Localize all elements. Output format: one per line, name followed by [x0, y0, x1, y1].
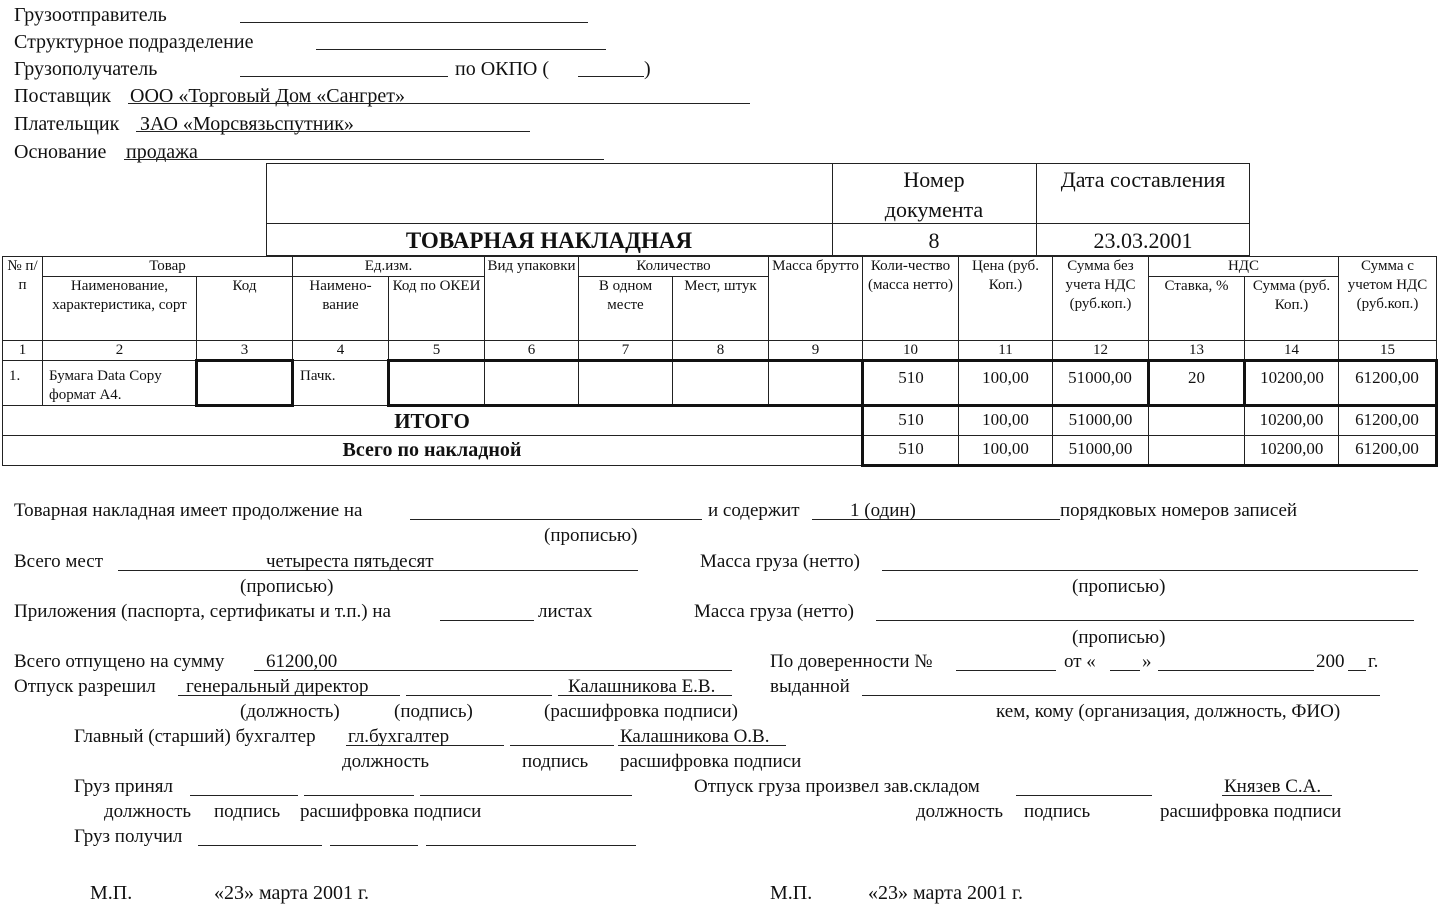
- col-number: 6: [485, 341, 579, 361]
- total-vat-rate: [1149, 406, 1245, 436]
- release-allowed-position: генеральный директор: [186, 676, 369, 697]
- accepted-signature-field: [304, 795, 414, 796]
- col-number: 13: [1149, 341, 1245, 361]
- proxy-year-label: 200: [1316, 651, 1345, 672]
- grand-total-price: 100,00: [959, 436, 1053, 466]
- date-right: «23» марта 2001 г.: [868, 882, 1023, 904]
- basis-value: продажа: [126, 141, 198, 163]
- continuation-label: Товарная накладная имеет продолжение на: [14, 500, 363, 521]
- row-qty-per-place: [579, 361, 673, 406]
- cargo-released-name: Князев С.А.: [1224, 776, 1322, 797]
- cargo-accepted-label: Груз принял: [74, 776, 174, 797]
- header-price: Цена (руб. Коп.): [959, 257, 1053, 341]
- row-vat-rate: 20: [1149, 361, 1245, 406]
- header-package: Вид упаковки: [485, 257, 579, 341]
- proxy-month-field: [1158, 670, 1314, 671]
- payer-value: ЗАО «Морсвязьспутник»: [140, 113, 354, 135]
- total-net-qty: 510: [863, 406, 959, 436]
- proxy-year-suffix: г.: [1368, 651, 1379, 672]
- decoding-caption: (расшифровка подписи): [544, 701, 738, 722]
- total-vat-sum: 10200,00: [1245, 406, 1339, 436]
- grand-total-net-qty: 510: [863, 436, 959, 466]
- in-words-caption-1: (прописью): [544, 525, 638, 546]
- col-number: 9: [769, 341, 863, 361]
- doc-number: 8: [928, 228, 940, 253]
- accepted-position-field: [190, 795, 298, 796]
- header-goods-code: Код: [197, 277, 293, 341]
- grand-total-sum-with-vat: 61200,00: [1339, 436, 1437, 466]
- proxy-year-field: [1348, 670, 1366, 671]
- payer-line: [136, 131, 530, 132]
- header-goods-name: Наименование, характеристика, сорт: [43, 277, 197, 341]
- header-unit: Ед.изм.: [293, 257, 485, 277]
- position-caption-3: должность: [104, 801, 192, 822]
- date-left: «23» марта 2001 г.: [214, 882, 369, 904]
- contains-label: и содержит: [708, 500, 800, 521]
- col-number: 7: [579, 341, 673, 361]
- places-value: четыреста пятьдесят: [266, 551, 434, 572]
- header-no: № п/п: [3, 257, 43, 341]
- total-price: 100,00: [959, 406, 1053, 436]
- consignee-label: Грузополучатель: [14, 58, 158, 80]
- received-signature-field: [330, 845, 418, 846]
- table-row: [3, 361, 1437, 406]
- attachments-field: [440, 620, 534, 621]
- sheets-label: листах: [538, 601, 593, 622]
- grand-total-vat-sum: 10200,00: [1245, 436, 1339, 466]
- header-unit-okei: Код по ОКЕИ: [389, 277, 485, 341]
- signature-caption-4: подпись: [1024, 801, 1091, 822]
- row-okei: [389, 361, 485, 406]
- header-gross: Масса брутто: [769, 257, 863, 341]
- doc-date-label: Дата составления: [1060, 167, 1226, 192]
- supplier-value: ООО «Торговый Дом «Сангрет»: [130, 85, 405, 107]
- released-sum-label: Всего отпущено на сумму: [14, 651, 225, 672]
- row-net-qty: 510: [863, 361, 959, 406]
- row-gross: [769, 361, 863, 406]
- total-sum-no-vat: 51000,00: [1053, 406, 1149, 436]
- basis-line: [124, 159, 604, 160]
- signature-caption: (подпись): [394, 701, 473, 722]
- col-number: 11: [959, 341, 1053, 361]
- released-sum-value: 61200,00: [266, 651, 338, 672]
- signature-caption-3: подпись: [214, 801, 281, 822]
- proxy-day-field: [1110, 670, 1140, 671]
- cargo-released-label: Отпуск груза произвел зав.складом: [694, 776, 980, 797]
- chief-accountant-label: Главный (старший) бухгалтер: [74, 726, 316, 747]
- division-label: Структурное подразделение: [14, 31, 254, 53]
- attachments-label: Приложения (паспорта, сертификаты и т.п.) на: [14, 601, 391, 622]
- row-package: [485, 361, 579, 406]
- decoding-caption-3: расшифровка подписи: [300, 801, 482, 822]
- in-words-caption-2: (прописью): [240, 576, 334, 597]
- header-goods: Товар: [43, 257, 293, 277]
- division-field: [316, 49, 606, 50]
- supplier-line: [128, 103, 750, 104]
- issued-caption: кем, кому (организация, должность, ФИО): [996, 701, 1341, 722]
- records-label: порядковых номеров записей: [1060, 500, 1298, 521]
- chief-accountant-name: Калашникова О.В.: [620, 726, 770, 747]
- signature-caption-2: подпись: [522, 751, 589, 772]
- okpo-close: ): [644, 58, 651, 80]
- col-number: 1: [3, 341, 43, 361]
- title-divider: [266, 223, 1250, 224]
- row-sum-no-vat: 51000,00: [1053, 361, 1149, 406]
- col-number: 14: [1245, 341, 1339, 361]
- okpo-label: по ОКПО (: [455, 58, 550, 80]
- places-label: Всего мест: [14, 551, 104, 572]
- net-mass-field-1: [882, 570, 1418, 571]
- header-sum-with-vat: Сумма с учетом НДС (руб.коп.): [1339, 257, 1437, 341]
- doc-number-label-2: документа: [884, 197, 984, 222]
- doc-number-label-1: Номер: [903, 167, 965, 192]
- document-title: ТОВАРНАЯ НАКЛАДНАЯ: [405, 228, 693, 253]
- col-number: 8: [673, 341, 769, 361]
- consignee-field: [240, 76, 448, 77]
- header-net-qty: Коли-чество (масса нетто): [863, 257, 959, 341]
- position-caption: (должность): [240, 701, 340, 722]
- chief-signature-field: [510, 745, 614, 746]
- row-vat-sum: 10200,00: [1245, 361, 1339, 406]
- decoding-caption-2: расшифровка подписи: [620, 751, 802, 772]
- basis-label: Основание: [14, 141, 107, 163]
- header-quantity: Количество: [579, 257, 769, 277]
- col-number: 15: [1339, 341, 1437, 361]
- position-caption-4: должность: [916, 801, 1004, 822]
- proxy-from-label: от «: [1064, 651, 1096, 672]
- released-position-field: [1016, 795, 1152, 796]
- total-row: [3, 406, 1437, 436]
- issued-label: выданной: [770, 676, 850, 697]
- col-number: 4: [293, 341, 389, 361]
- net-mass-label-2: Масса груза (нетто): [694, 601, 854, 622]
- accepted-name-field: [420, 795, 632, 796]
- grand-total-row: [3, 436, 1437, 466]
- doc-date: 23.03.2001: [1093, 228, 1193, 253]
- received-name-field: [426, 845, 636, 846]
- header-unit-name: Наимено-вание: [293, 277, 389, 341]
- header-vat-rate: Ставка, %: [1149, 277, 1245, 341]
- proxy-number-field: [956, 670, 1056, 671]
- contains-value: 1 (один): [850, 500, 916, 521]
- issued-field: [862, 695, 1380, 696]
- total-sum-with-vat: 61200,00: [1339, 406, 1437, 436]
- col-number: 5: [389, 341, 485, 361]
- net-mass-label-1: Масса груза (нетто): [700, 551, 860, 572]
- stamp-left: М.П.: [90, 882, 133, 904]
- row-no: 1.: [3, 361, 43, 406]
- in-words-caption-3: (прописью): [1072, 576, 1166, 597]
- header-vat-sum: Сумма (руб. Коп.): [1245, 277, 1339, 341]
- stamp-right: М.П.: [770, 882, 813, 904]
- cargo-received-label: Груз получил: [74, 826, 183, 847]
- row-places: [673, 361, 769, 406]
- grand-total-sum-no-vat: 51000,00: [1053, 436, 1149, 466]
- grand-total-label: Всего по накладной: [3, 436, 863, 466]
- continuation-field: [410, 519, 702, 520]
- goods-table: [2, 256, 1438, 467]
- col-number: 12: [1053, 341, 1149, 361]
- in-words-caption-4: (прописью): [1072, 627, 1166, 648]
- decoding-caption-4: расшифровка подписи: [1160, 801, 1342, 822]
- release-allowed-name: Калашникова Е.В.: [568, 676, 716, 697]
- row-code: [197, 361, 293, 406]
- released-name-line: [1222, 795, 1332, 796]
- grand-total-vat-rate: [1149, 436, 1245, 466]
- net-mass-field-2: [876, 620, 1414, 621]
- col-number: 2: [43, 341, 197, 361]
- total-label: ИТОГО: [3, 406, 863, 436]
- proxy-quote-close: »: [1142, 651, 1152, 672]
- row-unit-name: Пачк.: [293, 361, 389, 406]
- chief-accountant-position: гл.бухгалтер: [348, 726, 450, 747]
- shipper-label: Грузоотправитель: [14, 4, 167, 26]
- row-price: 100,00: [959, 361, 1053, 406]
- okpo-field: [578, 76, 644, 77]
- position-caption-2: должность: [342, 751, 430, 772]
- supplier-label: Поставщик: [14, 85, 111, 107]
- chief-name-line: [618, 745, 786, 746]
- proxy-label: По доверенности №: [770, 651, 933, 672]
- col-number: 10: [863, 341, 959, 361]
- row-name: Бумага Data Copy формат А4.: [43, 361, 197, 406]
- header-qty-per-place: В одном месте: [579, 277, 673, 341]
- row-sum-with-vat: 61200,00: [1339, 361, 1437, 406]
- header-qty-places: Мест, штук: [673, 277, 769, 341]
- shipper-field: [240, 22, 588, 23]
- col-number: 3: [197, 341, 293, 361]
- release-signature-field: [406, 695, 552, 696]
- header-vat: НДС: [1149, 257, 1339, 277]
- header-sum-no-vat: Сумма без учета НДС (руб.коп.): [1053, 257, 1149, 341]
- received-position-field: [198, 845, 322, 846]
- release-allowed-label: Отпуск разрешил: [14, 676, 156, 697]
- payer-label: Плательщик: [14, 113, 120, 135]
